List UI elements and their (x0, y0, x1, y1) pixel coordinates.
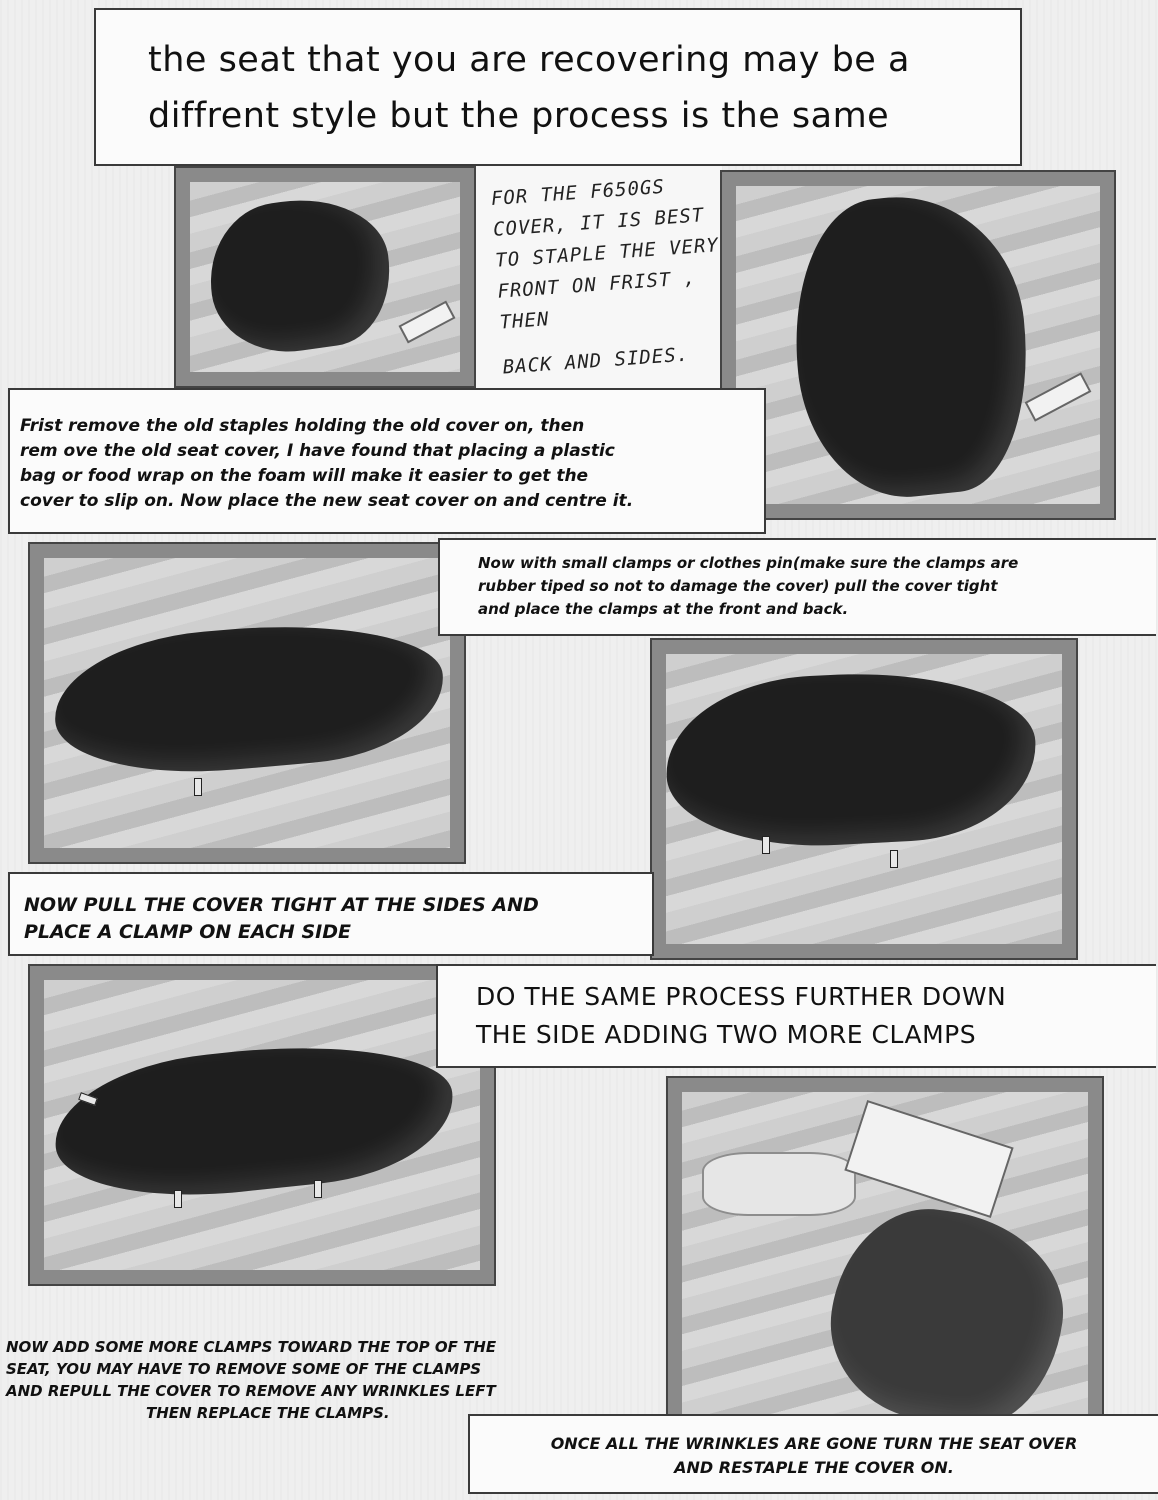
clamp (194, 778, 202, 796)
step-4-text (476, 978, 1156, 1054)
step-1-line-1: Frist remove the old staples holding the old cover on, then (20, 416, 585, 436)
handwritten-note (476, 166, 722, 388)
step-5-line-2: SEAT, YOU MAY HAVE TO REMOVE SOME OF THE CLAMPS (6, 1360, 482, 1378)
note-line-4: FRONT ON FRIST , THEN (496, 266, 697, 334)
note-line-3: TO STAPLE THE VERY (494, 234, 720, 272)
photo-clamps-sides (652, 640, 1076, 958)
clamp (762, 836, 770, 854)
page-title (96, 10, 1020, 144)
step-6-line-1: ONCE ALL THE WRINKLES ARE GONE TURN THE SEAT OVER (550, 1434, 1078, 1453)
step-5-line-3: AND REPULL THE COVER TO REMOVE ANY WRINKLES LEFT (6, 1382, 496, 1400)
step-6-text (504, 1432, 1124, 1480)
step-1-line-4: cover to slip on. Now place the new seat cover on and centre it. (20, 491, 634, 511)
step-1-text (20, 414, 764, 514)
step-3-text (24, 892, 652, 946)
step-6-box (468, 1414, 1158, 1494)
seat-shape (49, 611, 450, 784)
title-line-1: the seat that you are recovering may be a (148, 40, 910, 80)
photo-restapling (668, 1078, 1102, 1436)
photo-old-cover-removed (176, 168, 474, 386)
step-4-line-2: THE SIDE ADDING TWO MORE CLAMPS (476, 1020, 977, 1049)
clamp (174, 1190, 182, 1208)
step-1-box (8, 388, 766, 534)
clamp (314, 1180, 322, 1198)
seat-shape (48, 1029, 460, 1210)
step-1-line-3: bag or food wrap on the foam will make it easier to get the (20, 466, 589, 486)
step-5-line-1: NOW ADD SOME MORE CLAMPS TOWARD THE TOP OF THE (6, 1338, 497, 1356)
seat-shape (819, 1197, 1076, 1436)
note-line-2: COVER, IT IS BEST (492, 204, 705, 241)
staple-tool (1025, 372, 1092, 421)
step-3-line-1: NOW PULL THE COVER TIGHT AT THE SIDES AND (24, 894, 539, 916)
step-2-box (438, 538, 1156, 636)
staple-tool (398, 300, 455, 343)
step-3-line-2: PLACE A CLAMP ON EACH SIDE (24, 921, 351, 943)
photo-clamps-front-back (30, 544, 464, 862)
step-1-line-2: rem ove the old seat cover, I have found that placing a plastic (20, 441, 615, 461)
note-line-1: FOR THE F650GS (490, 175, 666, 210)
step-3-box (8, 872, 654, 956)
clamp (890, 850, 898, 868)
step-4-box (436, 964, 1156, 1068)
step-5-text (6, 1336, 656, 1424)
seat-shape (200, 188, 399, 362)
seat-shape (662, 664, 1040, 853)
step-4-line-1: DO THE SAME PROCESS FURTHER DOWN (476, 982, 1007, 1011)
step-2-line-1: Now with small clamps or clothes pin(make sure the clamps are (478, 554, 1019, 572)
title-box (94, 8, 1022, 166)
note-line-5: BACK AND SIDES. (502, 343, 690, 379)
hand (702, 1152, 856, 1216)
title-line-2: diffrent style but the process is the same (148, 96, 890, 136)
step-5-line-4: THEN REPLACE THE CLAMPS. (146, 1404, 390, 1422)
photo-two-more-clamps (30, 966, 494, 1284)
step-2-text (478, 552, 1156, 621)
step-2-line-3: and place the clamps at the front and back. (478, 600, 849, 618)
seat-shape (781, 185, 1041, 507)
photo-new-cover-on (722, 172, 1114, 518)
step-2-line-2: rubber tiped so not to damage the cover) pull the cover tight (478, 577, 998, 595)
step-6-line-2: AND RESTAPLE THE COVER ON. (674, 1458, 954, 1477)
staple-gun (844, 1100, 1013, 1218)
